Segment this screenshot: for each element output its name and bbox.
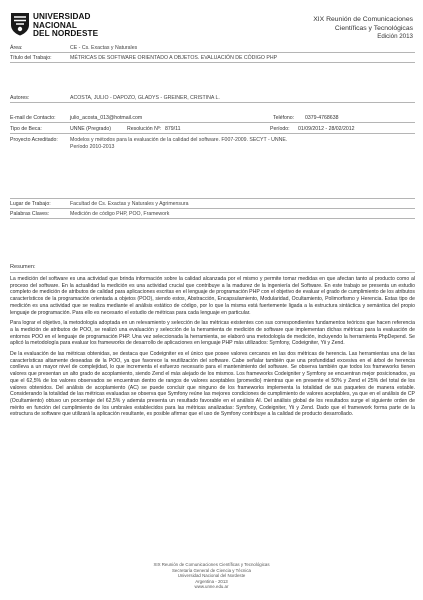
footer-line-3: Universidad Nacional del Nordeste: [177, 573, 246, 579]
email-value: julio_acosta_013@hotmail.com: [70, 115, 143, 121]
footer-line-5: www.unne.edu.ar: [194, 584, 229, 590]
resumen-body: [10, 276, 415, 422]
row-divider: [10, 208, 415, 209]
conference-title-line1: XIX Reunión de Comunicaciones: [313, 16, 413, 23]
tipo-beca-value: UNNE (Pregrado): [70, 126, 111, 132]
area-label: Área:: [10, 45, 23, 51]
university-name-line1: UNIVERSIDAD: [33, 12, 91, 21]
palabras-value: Medición de código PHP, POO, Framework: [70, 211, 170, 217]
conference-title-line2: Científicas y Tecnológicas: [334, 24, 413, 32]
periodo-value: 01/09/2012 - 28/02/2012: [298, 126, 355, 132]
university-name-line2: NACIONAL: [33, 20, 78, 30]
row-divider: [10, 102, 415, 103]
footer-line-4: Argentina - 2013: [195, 578, 228, 584]
proyecto-value-line2: Período 2010-2013: [70, 143, 115, 150]
telefono-value: 0379-4768638: [305, 115, 339, 121]
proyecto-value-line1: Modelos y métodos para la evaluación de la calidad del software. F007-2009. SECYT - UNNE.: [70, 137, 288, 143]
row-divider: [10, 62, 415, 63]
page-footer: [0, 562, 423, 590]
resumen-paragraph-3: De la evaluación de las métricas obtenidas, se destaca que Codeigniter es el único que posee valores cercanos en las dos métricas de herencia. Las herramientas una de las características altamente deseadas de la POO, ya que favorece la reutilización del software. Cabe señalar también que una profundidad excesiva en el árbol de herencia conlleva a un mayor nivel de complejidad, lo que incrementa el esfuerzo necesario para el mantenimiento del software. Se observa también que todos los frameworks tienen valores que presentan un alto grado de acoplamiento, siendo Zend el más alejado de los mismos. Los frameworks Codeigniter y Symfony se encuentran mejor posicionados, ya que el 62,5% de los valores observados se encuentran dentro de rangos de valores aceptables (promedio) mientras que en presente el 50% y Zend el 25% del total de los valores obtenidos. Del análisis de acoplamiento (AC) se puede concluir que ninguno de los frameworks implementa la totalidad de sus paquetes de manera estable. Considerando la totalidad de las métricas evaluadas se observa que Symfony reúne las mejores condiciones de cumplimiento de valores aceptables, ya que en el análisis de CP (Ocultamiento) obtuvo un porcentaje del 62,5% y además presenta un resultado favorable en el análisis AI. Del análisis global de los resultados surge el siguiente orden de mérito en función del cumplimiento de los umbrales establecidos para las métricas analizadas: Symfony, Codeigniter, Yii y Zend. Dado que el framework forma parte de la estructura de software que utilizará la aplicación resultante, es posible afirmar que el uso de Symfony contribuye a la calidad de producto desarrollado.: [10, 351, 415, 418]
university-name-line3: DEL NORDESTE: [33, 29, 99, 38]
area-value: CE - Cs. Exactas y Naturales: [70, 45, 138, 51]
telefono-label: Teléfono:: [273, 115, 295, 121]
row-divider: [10, 218, 415, 219]
row-divider: [10, 133, 415, 134]
autores-label: Autores:: [10, 95, 30, 101]
periodo-label: Período:: [270, 126, 290, 132]
autores-value: ACOSTA, JULIO - DAPOZO, GLADYS - GREINER, CRISTINA L.: [70, 95, 220, 101]
resumen-divider: [10, 272, 415, 273]
lugar-value: Facultad de Cs. Exactas y Naturales y Agrimensura: [70, 201, 189, 207]
email-label: E-mail de Contacto:: [10, 115, 56, 121]
resolucion-value: 879/11: [165, 126, 181, 132]
resumen-title: Resumen:: [10, 264, 36, 270]
row-divider: [10, 122, 415, 123]
conference-edition: Edición 2013: [377, 33, 413, 40]
titulo-value: MÉTRICAS DE SOFTWARE ORIENTADO A OBJETOS. EVALUACIÓN DE CÓDIGO PHP: [70, 55, 278, 61]
row-divider: [10, 52, 415, 53]
row-divider: [10, 198, 415, 199]
conference-info: [313, 16, 413, 42]
resumen-paragraph-2: Para lograr el objetivo, la metodología adoptada en un relevamiento y selección de las métricas existentes con sus correspondientes fundamentos teóricos que hacen referencia a la medición de atributos de POO, se realizó una evaluación y selección de la herramienta de medición de software que implementan dichas métricas para la evaluación de entornos POO en el lenguaje de programación PHP. Una vez seleccionada la herramienta, se elaboró una metodología de medición, incluyendo la herramienta PhpDepend. Se aplicó la metodología para evaluar los frameworks de desarrollo de aplicaciones en lenguaje PHP más utilizados: Symfony, Codeigniter, Yii y Zend.: [10, 320, 415, 347]
resolucion-label: Resolución Nº:: [127, 126, 162, 132]
footer-line-2: Secretaría General de Ciencia y Técnica: [172, 567, 251, 573]
palabras-label: Palabras Claves:: [10, 211, 50, 217]
footer-line-1: XIX Reunión de Comunicaciones Científicas y Tecnológicas: [153, 562, 270, 567]
proyecto-label: Proyecto Acreditado:: [10, 137, 58, 143]
tipo-beca-label: Tipo de Beca:: [10, 126, 42, 132]
titulo-label: Título del Trabajo:: [10, 55, 52, 61]
resumen-paragraph-1: La medición del software es una actividad que brinda información sobre la calidad alcanzada por el mismo y permite tomar medidas en que afectan tanto al producto como al proceso del software. En la actualidad la medición es una actividad crucial que contribuye a la madurez de la ingeniería del Software. En este trabajo se presenta un estudio completo de medición de atributos de calidad para aplicaciones escritas en el lenguaje de programación PHP con el objetivo de evaluar el grado de cumplimiento de los atributos característicos de la programación orientada a objetos (POO), siendo estos, Abstracción, Encapsulamiento, Modularidad, Ocultamiento, Polimorfismo y Herencia. Estas tipo de medición es una actividad que se realiza mediante el análisis estático de código, por lo que la misma está fuertemente ligada a la estructura sintáctica y semántica del propio lenguaje de programación. Para ello es necesario el estudio de métricas para cada lenguaje en particular.: [10, 276, 415, 316]
lugar-label: Lugar de Trabajo:: [10, 201, 51, 207]
university-seal-icon: [10, 12, 30, 36]
